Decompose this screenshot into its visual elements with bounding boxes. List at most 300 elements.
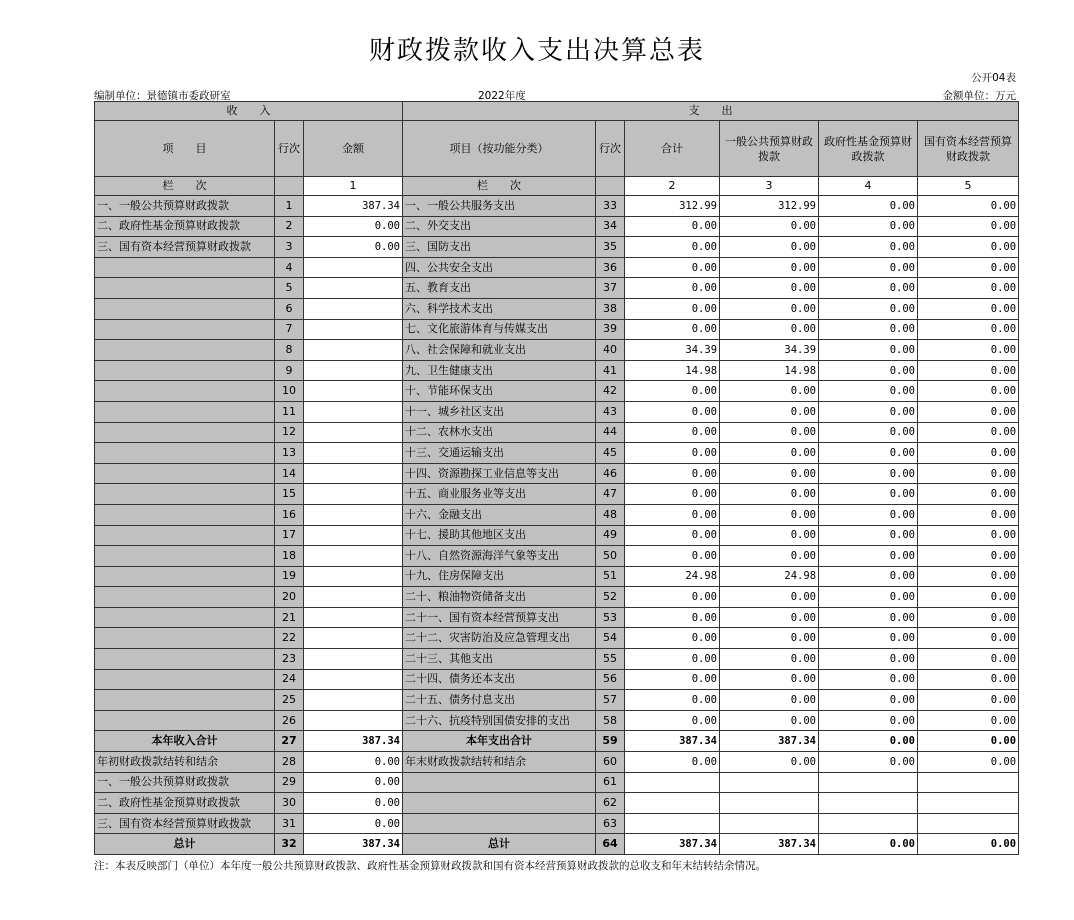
expense-item: 本年支出合计 [403, 731, 596, 752]
expense-general: 0.00 [720, 216, 819, 237]
income-row-no: 10 [275, 381, 304, 402]
expense-row-no: 53 [596, 607, 625, 628]
expense-state: 0.00 [918, 752, 1019, 773]
expense-row-no: 41 [596, 360, 625, 381]
expense-item: 十七、援助其他地区支出 [403, 525, 596, 546]
income-row-no: 7 [275, 319, 304, 340]
income-row-no: 31 [275, 813, 304, 834]
expense-total: 0.00 [625, 278, 720, 299]
expense-state: 0.00 [918, 319, 1019, 340]
expense-fund: 0.00 [819, 690, 918, 711]
expense-row-no: 42 [596, 381, 625, 402]
income-item [95, 401, 275, 422]
table-row [95, 257, 1019, 278]
income-amount [304, 587, 403, 608]
expense-item: 二十三、其他支出 [403, 649, 596, 670]
income-amount [304, 298, 403, 319]
expense-state: 0.00 [918, 422, 1019, 443]
col-index-1: 1 [304, 177, 403, 196]
expense-state: 0.00 [918, 463, 1019, 484]
expense-fund: 0.00 [819, 525, 918, 546]
expense-total: 34.39 [625, 340, 720, 361]
expense-general: 0.00 [720, 422, 819, 443]
expense-state: 0.00 [918, 257, 1019, 278]
expense-item: 六、科学技术支出 [403, 298, 596, 319]
income-item: 年初财政拨款结转和结余 [95, 752, 275, 773]
expense-item: 二十一、国有资本经营预算支出 [403, 607, 596, 628]
col-label-blank-2 [596, 177, 625, 196]
income-item: 本年收入合计 [95, 731, 275, 752]
expense-item: 十、节能环保支出 [403, 381, 596, 402]
income-row-no: 19 [275, 566, 304, 587]
expense-fund: 0.00 [819, 196, 918, 217]
expense-general [720, 813, 819, 834]
expense-item: 二、外交支出 [403, 216, 596, 237]
income-amount: 0.00 [304, 793, 403, 814]
expense-total [625, 793, 720, 814]
expense-total: 0.00 [625, 319, 720, 340]
expense-item: 十八、自然资源海洋气象等支出 [403, 546, 596, 567]
expense-row-no: 40 [596, 340, 625, 361]
expense-general [720, 793, 819, 814]
expense-item: 总计 [403, 834, 596, 855]
expense-header: 支 出 [403, 102, 1019, 121]
expense-state [918, 793, 1019, 814]
income-amount [304, 278, 403, 299]
expense-fund: 0.00 [819, 422, 918, 443]
income-row-no: 15 [275, 484, 304, 505]
expense-total: 0.00 [625, 237, 720, 258]
table-row [95, 649, 1019, 670]
expense-general: 0.00 [720, 237, 819, 258]
expense-total: 24.98 [625, 566, 720, 587]
income-row-no: 26 [275, 710, 304, 731]
table-row [95, 298, 1019, 319]
expense-fund: 0.00 [819, 381, 918, 402]
expense-item: 五、教育支出 [403, 278, 596, 299]
col-amount: 金额 [304, 121, 403, 177]
expense-general: 0.00 [720, 546, 819, 567]
expense-general: 0.00 [720, 710, 819, 731]
income-amount [304, 422, 403, 443]
form-number: 公开04表 [971, 72, 1016, 84]
col-label-2: 栏 次 [403, 177, 596, 196]
expense-general: 0.00 [720, 669, 819, 690]
expense-fund: 0.00 [819, 484, 918, 505]
income-row-no: 29 [275, 772, 304, 793]
expense-general: 387.34 [720, 731, 819, 752]
expense-state: 0.00 [918, 278, 1019, 299]
expense-total [625, 813, 720, 834]
expense-general [720, 772, 819, 793]
income-item: 二、政府性基金预算财政拨款 [95, 793, 275, 814]
table-row [95, 834, 1019, 855]
income-row-no: 3 [275, 237, 304, 258]
table-row [95, 484, 1019, 505]
income-item [95, 525, 275, 546]
income-item [95, 319, 275, 340]
income-row-no: 5 [275, 278, 304, 299]
expense-row-no: 60 [596, 752, 625, 773]
expense-row-no: 43 [596, 401, 625, 422]
income-amount: 387.34 [304, 196, 403, 217]
expense-item: 七、文化旅游体育与传媒支出 [403, 319, 596, 340]
expense-state: 0.00 [918, 710, 1019, 731]
expense-item: 十三、交通运输支出 [403, 443, 596, 464]
income-amount [304, 257, 403, 278]
expense-general: 0.00 [720, 628, 819, 649]
expense-general: 0.00 [720, 525, 819, 546]
expense-row-no: 61 [596, 772, 625, 793]
expense-general: 0.00 [720, 607, 819, 628]
expense-total: 14.98 [625, 360, 720, 381]
income-item: 三、国有资本经营预算财政拨款 [95, 237, 275, 258]
expense-row-no: 54 [596, 628, 625, 649]
expense-item: 十九、住房保障支出 [403, 566, 596, 587]
income-item: 总计 [95, 834, 275, 855]
expense-state: 0.00 [918, 196, 1019, 217]
expense-fund: 0.00 [819, 607, 918, 628]
expense-fund: 0.00 [819, 546, 918, 567]
unit-label: 编制单位：景德镇市委政研室 [94, 90, 231, 102]
income-row-no: 25 [275, 690, 304, 711]
table-row [95, 546, 1019, 567]
income-amount [304, 710, 403, 731]
expense-fund: 0.00 [819, 566, 918, 587]
budget-table [94, 101, 1019, 855]
income-amount: 0.00 [304, 813, 403, 834]
income-item [95, 546, 275, 567]
expense-general: 312.99 [720, 196, 819, 217]
table-row [95, 710, 1019, 731]
col-general: 一般公共预算财政拨款 [720, 121, 819, 177]
expense-row-no: 44 [596, 422, 625, 443]
expense-fund: 0.00 [819, 628, 918, 649]
income-amount: 0.00 [304, 772, 403, 793]
expense-state: 0.00 [918, 731, 1019, 752]
table-row [95, 752, 1019, 773]
expense-fund: 0.00 [819, 401, 918, 422]
income-item [95, 381, 275, 402]
expense-fund: 0.00 [819, 649, 918, 670]
expense-general: 0.00 [720, 463, 819, 484]
expense-item: 十二、农林水支出 [403, 422, 596, 443]
table-row [95, 196, 1019, 217]
expense-fund: 0.00 [819, 731, 918, 752]
expense-general: 0.00 [720, 298, 819, 319]
income-item [95, 278, 275, 299]
expense-row-no: 39 [596, 319, 625, 340]
expense-fund [819, 793, 918, 814]
expense-state: 0.00 [918, 628, 1019, 649]
income-item [95, 710, 275, 731]
expense-row-no: 56 [596, 669, 625, 690]
expense-row-no: 55 [596, 649, 625, 670]
expense-state: 0.00 [918, 340, 1019, 361]
table-row [95, 669, 1019, 690]
expense-total: 0.00 [625, 381, 720, 402]
income-amount [304, 484, 403, 505]
expense-general: 0.00 [720, 690, 819, 711]
currency-unit: 金额单位：万元 [942, 90, 1016, 102]
expense-total: 0.00 [625, 649, 720, 670]
expense-total [625, 772, 720, 793]
table-row [95, 381, 1019, 402]
expense-fund: 0.00 [819, 319, 918, 340]
table-row [95, 360, 1019, 381]
table-row [95, 237, 1019, 258]
income-row-no: 1 [275, 196, 304, 217]
expense-general: 0.00 [720, 257, 819, 278]
income-amount [304, 401, 403, 422]
income-row-no: 8 [275, 340, 304, 361]
table-row [95, 607, 1019, 628]
income-row-no: 9 [275, 360, 304, 381]
expense-item [403, 772, 596, 793]
income-item [95, 257, 275, 278]
income-row-no: 18 [275, 546, 304, 567]
expense-item: 一、一般公共服务支出 [403, 196, 596, 217]
expense-fund: 0.00 [819, 587, 918, 608]
income-item [95, 628, 275, 649]
expense-item: 四、公共安全支出 [403, 257, 596, 278]
expense-item: 十六、金融支出 [403, 504, 596, 525]
expense-fund: 0.00 [819, 237, 918, 258]
expense-fund: 0.00 [819, 278, 918, 299]
footnote: 注：本表反映部门（单位）本年度一般公共预算财政拨款、政府性基金预算财政拨款和国有资本经营预算财政拨款的总收支和年末结转结余情况。 [94, 860, 766, 872]
col-index-5: 5 [918, 177, 1019, 196]
expense-total: 0.00 [625, 525, 720, 546]
income-item: 二、政府性基金预算财政拨款 [95, 216, 275, 237]
expense-general: 0.00 [720, 587, 819, 608]
income-amount [304, 607, 403, 628]
income-row-no: 12 [275, 422, 304, 443]
expense-fund: 0.00 [819, 340, 918, 361]
expense-state: 0.00 [918, 587, 1019, 608]
expense-state: 0.00 [918, 484, 1019, 505]
income-amount [304, 628, 403, 649]
expense-total: 0.00 [625, 628, 720, 649]
expense-fund: 0.00 [819, 360, 918, 381]
table-row [95, 504, 1019, 525]
table-row [95, 278, 1019, 299]
expense-general: 0.00 [720, 484, 819, 505]
income-item [95, 298, 275, 319]
income-amount [304, 525, 403, 546]
expense-fund: 0.00 [819, 216, 918, 237]
income-item [95, 607, 275, 628]
expense-row-no: 46 [596, 463, 625, 484]
expense-fund: 0.00 [819, 669, 918, 690]
expense-total: 0.00 [625, 669, 720, 690]
income-item: 一、一般公共预算财政拨款 [95, 196, 275, 217]
table-row [95, 587, 1019, 608]
expense-item: 十一、城乡社区支出 [403, 401, 596, 422]
table-row [95, 566, 1019, 587]
income-amount [304, 360, 403, 381]
income-item [95, 340, 275, 361]
expense-total: 0.00 [625, 422, 720, 443]
expense-total: 0.00 [625, 216, 720, 237]
income-item [95, 463, 275, 484]
expense-item [403, 813, 596, 834]
col-row-no: 行次 [275, 121, 304, 177]
expense-general: 24.98 [720, 566, 819, 587]
table-row [95, 401, 1019, 422]
table-row [95, 731, 1019, 752]
col-row-no-2: 行次 [596, 121, 625, 177]
expense-general: 0.00 [720, 443, 819, 464]
expense-item [403, 793, 596, 814]
table-row [95, 690, 1019, 711]
expense-fund: 0.00 [819, 463, 918, 484]
col-index-4: 4 [819, 177, 918, 196]
col-fund: 政府性基金预算财政拨款 [819, 121, 918, 177]
table-row [95, 319, 1019, 340]
income-item [95, 360, 275, 381]
expense-item: 八、社会保障和就业支出 [403, 340, 596, 361]
expense-item: 三、国防支出 [403, 237, 596, 258]
fiscal-year: 2022年度 [478, 90, 526, 102]
expense-row-no: 51 [596, 566, 625, 587]
expense-row-no: 63 [596, 813, 625, 834]
expense-fund: 0.00 [819, 710, 918, 731]
table-row [95, 463, 1019, 484]
expense-total: 387.34 [625, 731, 720, 752]
table-row [95, 443, 1019, 464]
expense-row-no: 57 [596, 690, 625, 711]
expense-general: 0.00 [720, 649, 819, 670]
income-amount [304, 504, 403, 525]
expense-state [918, 772, 1019, 793]
expense-general: 387.34 [720, 834, 819, 855]
expense-state: 0.00 [918, 607, 1019, 628]
expense-item: 二十四、债务还本支出 [403, 669, 596, 690]
income-item [95, 484, 275, 505]
expense-state: 0.00 [918, 216, 1019, 237]
table-row [95, 422, 1019, 443]
expense-row-no: 49 [596, 525, 625, 546]
expense-general: 14.98 [720, 360, 819, 381]
expense-item: 二十五、债务付息支出 [403, 690, 596, 711]
expense-row-no: 45 [596, 443, 625, 464]
expense-state: 0.00 [918, 237, 1019, 258]
expense-general: 0.00 [720, 319, 819, 340]
income-item [95, 504, 275, 525]
income-row-no: 22 [275, 628, 304, 649]
col-index-3: 3 [720, 177, 819, 196]
income-row-no: 28 [275, 752, 304, 773]
col-state: 国有资本经营预算财政拨款 [918, 121, 1019, 177]
expense-state: 0.00 [918, 669, 1019, 690]
expense-fund: 0.00 [819, 298, 918, 319]
income-amount [304, 669, 403, 690]
expense-state: 0.00 [918, 834, 1019, 855]
expense-state: 0.00 [918, 443, 1019, 464]
income-row-no: 16 [275, 504, 304, 525]
income-row-no: 21 [275, 607, 304, 628]
expense-row-no: 47 [596, 484, 625, 505]
income-amount: 387.34 [304, 834, 403, 855]
income-amount [304, 690, 403, 711]
expense-state: 0.00 [918, 401, 1019, 422]
expense-fund [819, 772, 918, 793]
income-item: 一、一般公共预算财政拨款 [95, 772, 275, 793]
income-item [95, 587, 275, 608]
table-row [95, 813, 1019, 834]
income-item: 三、国有资本经营预算财政拨款 [95, 813, 275, 834]
col-index-2: 2 [625, 177, 720, 196]
expense-state: 0.00 [918, 649, 1019, 670]
income-amount [304, 340, 403, 361]
income-amount: 387.34 [304, 731, 403, 752]
income-row-no: 24 [275, 669, 304, 690]
expense-row-no: 35 [596, 237, 625, 258]
income-row-no: 30 [275, 793, 304, 814]
table-row [95, 793, 1019, 814]
expense-fund: 0.00 [819, 443, 918, 464]
expense-row-no: 38 [596, 298, 625, 319]
expense-state: 0.00 [918, 298, 1019, 319]
expense-row-no: 50 [596, 546, 625, 567]
expense-state: 0.00 [918, 360, 1019, 381]
expense-row-no: 34 [596, 216, 625, 237]
expense-total: 0.00 [625, 401, 720, 422]
income-amount [304, 649, 403, 670]
income-row-no: 2 [275, 216, 304, 237]
expense-item: 九、卫生健康支出 [403, 360, 596, 381]
expense-state: 0.00 [918, 690, 1019, 711]
table-row [95, 772, 1019, 793]
income-row-no: 17 [275, 525, 304, 546]
income-item [95, 566, 275, 587]
expense-total: 0.00 [625, 504, 720, 525]
income-amount: 0.00 [304, 216, 403, 237]
expense-total: 0.00 [625, 607, 720, 628]
col-item-func: 项目（按功能分类） [403, 121, 596, 177]
expense-fund: 0.00 [819, 257, 918, 278]
expense-row-no: 64 [596, 834, 625, 855]
expense-total: 387.34 [625, 834, 720, 855]
expense-total: 0.00 [625, 690, 720, 711]
expense-total: 0.00 [625, 257, 720, 278]
col-item: 项 目 [95, 121, 275, 177]
expense-total: 0.00 [625, 752, 720, 773]
table-row [95, 628, 1019, 649]
income-row-no: 20 [275, 587, 304, 608]
expense-item: 二十二、灾害防治及应急管理支出 [403, 628, 596, 649]
income-amount [304, 381, 403, 402]
income-amount [304, 463, 403, 484]
income-item [95, 422, 275, 443]
expense-fund: 0.00 [819, 834, 918, 855]
expense-state: 0.00 [918, 546, 1019, 567]
expense-item: 十四、资源勘探工业信息等支出 [403, 463, 596, 484]
expense-row-no: 37 [596, 278, 625, 299]
income-amount [304, 443, 403, 464]
table-row [95, 216, 1019, 237]
income-row-no: 13 [275, 443, 304, 464]
income-item [95, 690, 275, 711]
income-amount [304, 546, 403, 567]
expense-fund [819, 813, 918, 834]
expense-item: 二十六、抗疫特别国债安排的支出 [403, 710, 596, 731]
table-row [95, 525, 1019, 546]
expense-state: 0.00 [918, 566, 1019, 587]
income-item [95, 443, 275, 464]
expense-general: 0.00 [720, 752, 819, 773]
expense-total: 0.00 [625, 463, 720, 484]
